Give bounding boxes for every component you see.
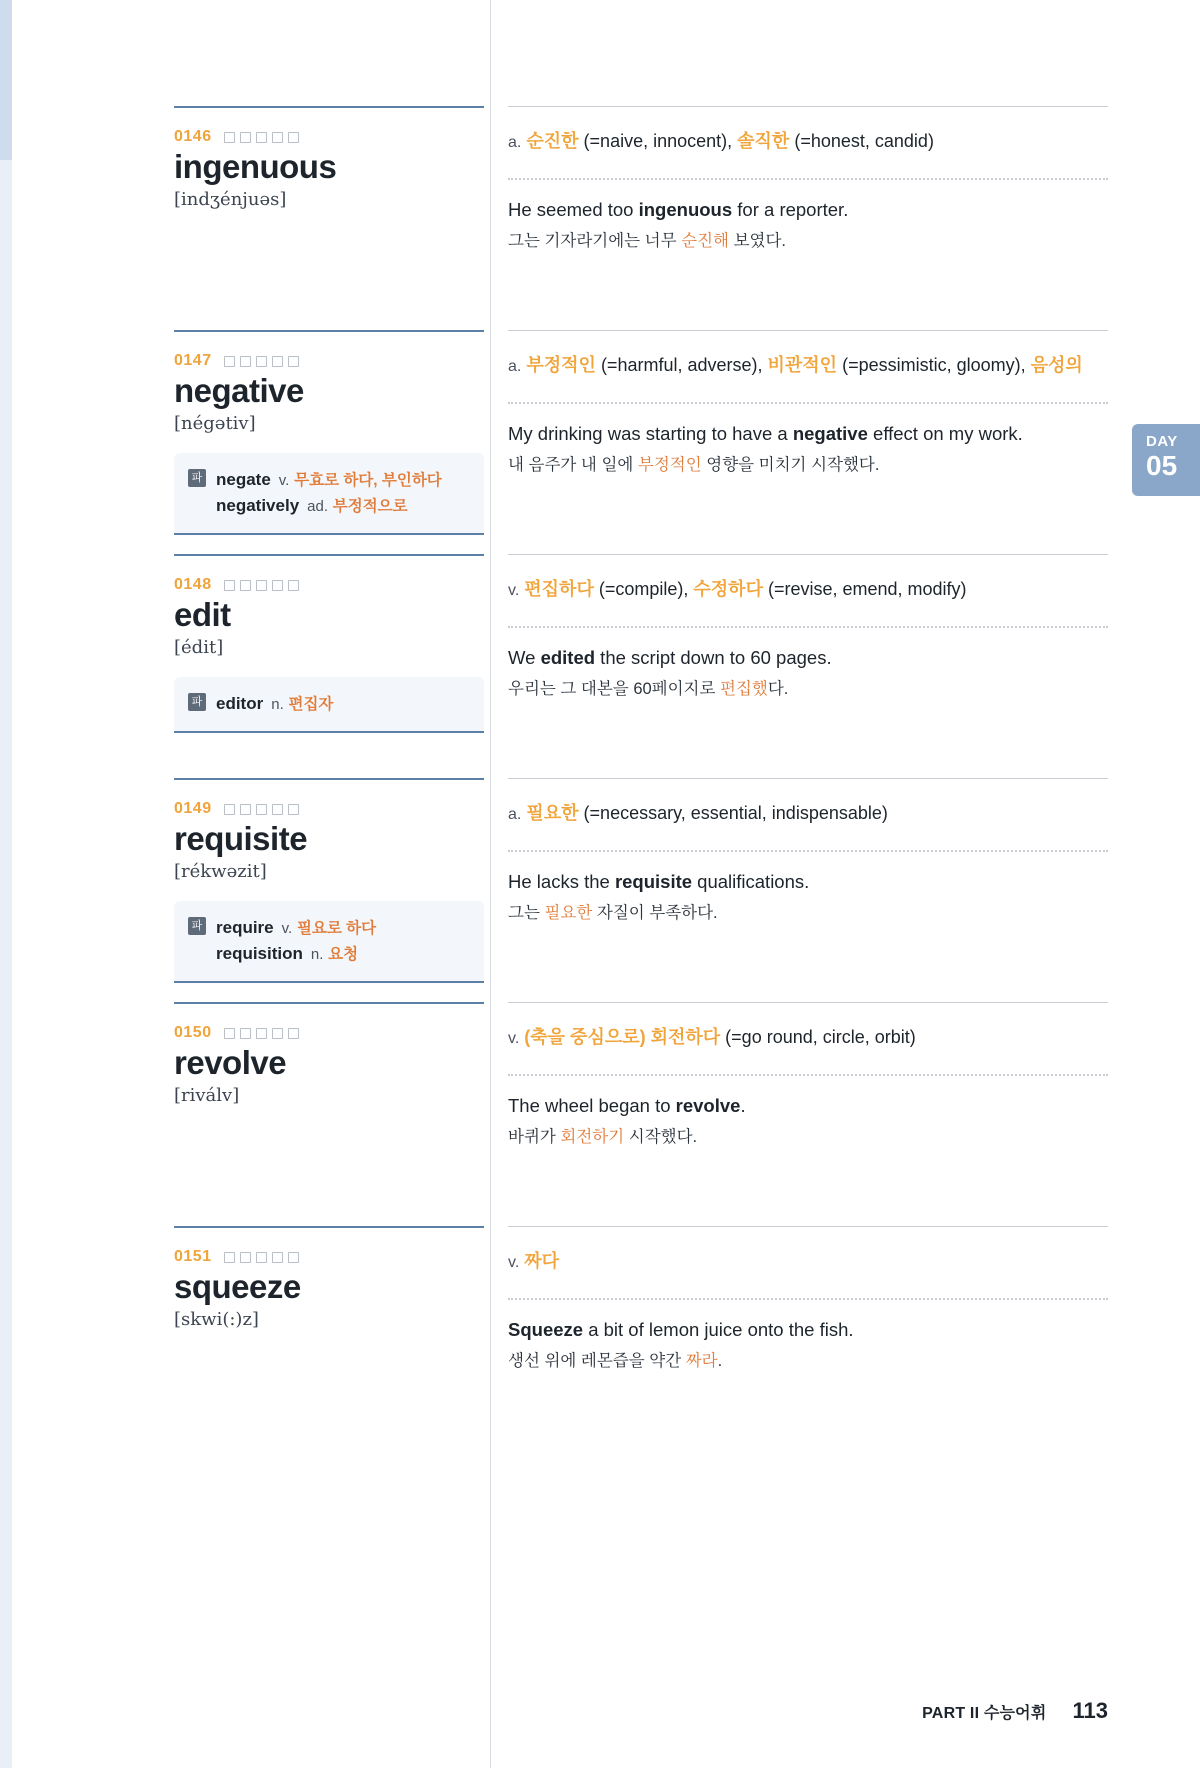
derivative-meaning: 편집자 bbox=[288, 695, 334, 713]
checkbox[interactable] bbox=[272, 580, 283, 591]
entry-number-row bbox=[174, 352, 484, 370]
definition-korean-1: 필요한 bbox=[526, 803, 579, 823]
example-en-keyword: Squeeze bbox=[508, 1318, 584, 1340]
derivative-item bbox=[216, 915, 472, 941]
checkbox-group[interactable] bbox=[224, 1252, 299, 1263]
derivative-list bbox=[216, 915, 472, 968]
checkbox[interactable] bbox=[288, 804, 299, 815]
page-edge-notch bbox=[0, 0, 12, 160]
derivative-pos: n. bbox=[310, 945, 324, 963]
checkbox-group[interactable] bbox=[224, 580, 299, 591]
entry-right-column bbox=[508, 128, 1108, 254]
example-ko-keyword: 필요한 bbox=[544, 903, 593, 922]
derivative-word: require bbox=[216, 917, 274, 937]
phonetic-transcription: [édit] bbox=[174, 636, 224, 658]
synonyms-1: (=necessary, essential, indispensable) bbox=[583, 803, 888, 823]
part-of-speech: a. bbox=[508, 358, 522, 375]
entry-right-column bbox=[508, 800, 1108, 926]
example-en-pre: He lacks the bbox=[508, 870, 615, 892]
example-ko-pre: 그는 bbox=[508, 903, 545, 922]
checkbox[interactable] bbox=[288, 1028, 299, 1039]
entry-rule-right bbox=[508, 778, 1108, 779]
checkbox[interactable] bbox=[224, 1252, 235, 1263]
definition-korean-1: (축을 중심으로) 회전하다 bbox=[524, 1027, 721, 1047]
definition-korean-2: 비관적인 bbox=[767, 355, 838, 375]
phonetic-transcription: [skwi(:)z] bbox=[174, 1308, 259, 1330]
example-sentence-english bbox=[508, 644, 1108, 672]
example-en-pre: The wheel began to bbox=[508, 1094, 676, 1116]
example-sentence-english bbox=[508, 868, 1108, 896]
footer-part-label: PART II 수능어휘 bbox=[922, 1705, 1047, 1722]
example-ko-post: . bbox=[717, 1351, 723, 1370]
entry-rule-right bbox=[508, 106, 1108, 107]
example-sentence-korean bbox=[508, 1124, 1108, 1150]
entry-left-column bbox=[174, 352, 484, 535]
derivative-word: editor bbox=[216, 693, 264, 713]
headword: edit bbox=[174, 596, 231, 633]
definition-korean-1: 순진한 bbox=[526, 131, 579, 151]
synonyms-1: (=harmful, adverse), bbox=[600, 355, 763, 375]
example-ko-pre: 생선 위에 레몬즙을 약간 bbox=[508, 1351, 686, 1370]
definition-line bbox=[508, 576, 1108, 604]
derivative-pos: v. bbox=[278, 471, 290, 489]
checkbox-group[interactable] bbox=[224, 356, 299, 367]
column-divider bbox=[490, 0, 491, 1768]
example-ko-post: 보였다. bbox=[728, 231, 786, 250]
checkbox[interactable] bbox=[288, 580, 299, 591]
definition-korean-3: 음성의 bbox=[1030, 355, 1083, 375]
definition-example-separator bbox=[508, 402, 1108, 404]
derivative-pos: ad. bbox=[307, 497, 329, 515]
example-sentence-korean bbox=[508, 1348, 1108, 1374]
checkbox[interactable] bbox=[224, 804, 235, 815]
derivative-list bbox=[216, 691, 472, 717]
derivative-badge-icon: 파 bbox=[188, 917, 206, 935]
entry-number: 0151 bbox=[174, 1248, 212, 1265]
example-sentence-english bbox=[508, 196, 1108, 224]
part-of-speech: v. bbox=[508, 1254, 520, 1271]
entry-rule-left bbox=[174, 106, 484, 108]
checkbox[interactable] bbox=[272, 804, 283, 815]
checkbox[interactable] bbox=[272, 1252, 283, 1263]
part-of-speech: v. bbox=[508, 1030, 520, 1047]
example-en-keyword: revolve bbox=[675, 1094, 741, 1116]
synonyms-2: (=honest, candid) bbox=[794, 131, 934, 151]
derivative-item bbox=[216, 691, 472, 717]
definition-example-separator bbox=[508, 1074, 1108, 1076]
derivative-word: negatively bbox=[216, 495, 300, 515]
checkbox[interactable] bbox=[240, 1028, 251, 1039]
example-ko-pre: 그는 기자라기에는 너무 bbox=[508, 231, 682, 250]
example-en-post: the script down to 60 pages. bbox=[595, 646, 832, 668]
checkbox[interactable] bbox=[256, 580, 267, 591]
entry-number: 0150 bbox=[174, 1024, 212, 1041]
example-sentence-korean bbox=[508, 900, 1108, 926]
headword: negative bbox=[174, 372, 304, 409]
example-ko-pre: 바퀴가 bbox=[508, 1127, 561, 1146]
entry-number: 0149 bbox=[174, 800, 212, 817]
checkbox[interactable] bbox=[256, 804, 267, 815]
day-tab bbox=[1132, 424, 1200, 496]
example-ko-post: 자질이 부족하다. bbox=[592, 903, 718, 922]
example-en-post: effect on my work. bbox=[867, 422, 1023, 444]
example-ko-keyword: 부정적인 bbox=[637, 455, 702, 474]
example-ko-pre: 우리는 그 대본을 60페이지로 bbox=[508, 679, 721, 698]
derivative-badge-icon: 파 bbox=[188, 469, 206, 487]
entry-number-row bbox=[174, 576, 484, 594]
headword: ingenuous bbox=[174, 148, 337, 185]
derivative-meaning: 무효로 하다, 부인하다 bbox=[294, 471, 442, 489]
example-en-post: a bit of lemon juice onto the fish. bbox=[583, 1318, 854, 1340]
example-ko-keyword: 편집했 bbox=[720, 679, 768, 698]
definition-korean-1: 부정적인 bbox=[526, 355, 596, 375]
derivative-word: requisition bbox=[216, 943, 303, 963]
derivative-pos: v. bbox=[281, 919, 293, 937]
entry-number-row bbox=[174, 1024, 484, 1042]
page-footer bbox=[922, 1698, 1108, 1724]
entry-right-column bbox=[508, 1248, 1108, 1374]
entry-number-row bbox=[174, 800, 484, 818]
page-edge-rail bbox=[0, 0, 12, 1768]
derivative-meaning: 필요로 하다 bbox=[296, 919, 377, 937]
checkbox[interactable] bbox=[240, 132, 251, 143]
definition-example-separator bbox=[508, 178, 1108, 180]
phonetic-transcription: [riválv] bbox=[174, 1084, 240, 1106]
definition-line bbox=[508, 1024, 1108, 1052]
derivative-box bbox=[174, 901, 484, 984]
derivative-box bbox=[174, 453, 484, 536]
example-en-post: qualifications. bbox=[692, 870, 810, 892]
entry-number: 0148 bbox=[174, 576, 212, 593]
definition-korean-1: 짜다 bbox=[524, 1251, 560, 1271]
example-ko-keyword: 회전하기 bbox=[560, 1127, 625, 1146]
entry-rule-left bbox=[174, 1002, 484, 1004]
definition-example-separator bbox=[508, 850, 1108, 852]
derivative-badge-icon: 파 bbox=[188, 693, 206, 711]
example-en-keyword: ingenuous bbox=[638, 198, 733, 220]
checkbox[interactable] bbox=[256, 356, 267, 367]
definition-korean-1: 편집하다 bbox=[524, 579, 594, 599]
headword: revolve bbox=[174, 1044, 287, 1081]
entry-right-column bbox=[508, 576, 1108, 702]
checkbox[interactable] bbox=[224, 1028, 235, 1039]
definition-line bbox=[508, 128, 1108, 156]
definition-line bbox=[508, 1248, 1108, 1276]
derivative-word: negate bbox=[216, 469, 271, 489]
checkbox[interactable] bbox=[288, 356, 299, 367]
entry-right-column bbox=[508, 352, 1108, 478]
example-en-pre: My drinking was starting to have a bbox=[508, 422, 793, 444]
example-en-post: . bbox=[740, 1094, 746, 1116]
headword: squeeze bbox=[174, 1268, 301, 1305]
derivative-item bbox=[216, 941, 472, 967]
checkbox-group[interactable] bbox=[224, 132, 299, 143]
checkbox[interactable] bbox=[272, 356, 283, 367]
checkbox[interactable] bbox=[256, 1028, 267, 1039]
definition-korean-2: 솔직한 bbox=[737, 131, 790, 151]
part-of-speech: a. bbox=[508, 806, 522, 823]
checkbox-group[interactable] bbox=[224, 1028, 299, 1039]
headword: requisite bbox=[174, 820, 308, 857]
example-en-post: for a reporter. bbox=[732, 198, 849, 220]
entry-rule-right bbox=[508, 330, 1108, 331]
phonetic-transcription: [indʒénjuəs] bbox=[174, 188, 287, 210]
example-ko-keyword: 짜라 bbox=[685, 1351, 718, 1370]
example-ko-post: 영향을 미치기 시작했다. bbox=[701, 455, 880, 474]
day-tab-label: DAY bbox=[1146, 433, 1178, 450]
example-sentence-korean bbox=[508, 676, 1108, 702]
checkbox[interactable] bbox=[224, 132, 235, 143]
day-tab-number: 05 bbox=[1146, 449, 1178, 481]
entry-rule-right bbox=[508, 554, 1108, 555]
checkbox[interactable] bbox=[240, 580, 251, 591]
entry-number-row bbox=[174, 128, 484, 146]
definition-example-separator bbox=[508, 1298, 1108, 1300]
example-sentence-english bbox=[508, 1092, 1108, 1120]
example-ko-keyword: 순진해 bbox=[681, 231, 729, 250]
definition-example-separator bbox=[508, 626, 1108, 628]
phonetic-transcription: [rékwəzit] bbox=[174, 860, 267, 882]
checkbox[interactable] bbox=[288, 1252, 299, 1263]
entry-left-column bbox=[174, 800, 484, 983]
example-en-keyword: requisite bbox=[614, 870, 693, 892]
checkbox[interactable] bbox=[272, 132, 283, 143]
derivative-meaning: 요청 bbox=[328, 945, 359, 963]
phonetic-transcription: [négətiv] bbox=[174, 412, 256, 434]
synonyms-1: (=naive, innocent), bbox=[583, 131, 733, 151]
entry-rule-left bbox=[174, 330, 484, 332]
entry-left-column bbox=[174, 128, 484, 211]
derivative-item bbox=[216, 493, 472, 519]
checkbox[interactable] bbox=[240, 804, 251, 815]
entry-number: 0147 bbox=[174, 352, 212, 369]
checkbox[interactable] bbox=[256, 132, 267, 143]
entry-number-row bbox=[174, 1248, 484, 1266]
example-ko-pre: 내 음주가 내 일에 bbox=[508, 455, 638, 474]
definition-line bbox=[508, 800, 1108, 828]
checkbox-group[interactable] bbox=[224, 804, 299, 815]
synonyms-2: (=revise, emend, modify) bbox=[767, 579, 967, 599]
entry-rule-left bbox=[174, 778, 484, 780]
derivative-item bbox=[216, 467, 472, 493]
part-of-speech: a. bbox=[508, 134, 522, 151]
synonyms-1: (=compile), bbox=[598, 579, 689, 599]
entry-left-column bbox=[174, 1024, 484, 1107]
definition-korean-2: 수정하다 bbox=[693, 579, 763, 599]
checkbox[interactable] bbox=[240, 356, 251, 367]
example-en-keyword: negative bbox=[792, 422, 868, 444]
example-ko-post: 다. bbox=[767, 679, 789, 698]
entry-right-column bbox=[508, 1024, 1108, 1150]
entry-rule-right bbox=[508, 1002, 1108, 1003]
derivative-meaning: 부정적으로 bbox=[332, 497, 408, 515]
derivative-pos: n. bbox=[271, 695, 284, 713]
definition-line bbox=[508, 352, 1108, 380]
example-sentence-korean bbox=[508, 452, 1108, 478]
example-ko-post: 시작했다. bbox=[624, 1127, 698, 1146]
entry-rule-right bbox=[508, 1226, 1108, 1227]
entry-rule-left bbox=[174, 554, 484, 556]
derivative-list bbox=[216, 467, 472, 520]
checkbox[interactable] bbox=[224, 356, 235, 367]
entry-left-column bbox=[174, 576, 484, 733]
checkbox[interactable] bbox=[272, 1028, 283, 1039]
synonyms-1: (=go round, circle, orbit) bbox=[725, 1027, 916, 1047]
derivative-box bbox=[174, 677, 484, 733]
footer-page-number: 113 bbox=[1072, 1698, 1108, 1723]
checkbox[interactable] bbox=[224, 580, 235, 591]
part-of-speech: v. bbox=[508, 582, 520, 599]
entry-left-column bbox=[174, 1248, 484, 1331]
synonyms-2: (=pessimistic, gloomy), bbox=[842, 355, 1026, 375]
example-en-pre: He seemed too bbox=[508, 198, 639, 220]
entry-number: 0146 bbox=[174, 128, 212, 145]
checkbox[interactable] bbox=[256, 1252, 267, 1263]
entry-rule-left bbox=[174, 1226, 484, 1228]
example-sentence-korean bbox=[508, 228, 1108, 254]
example-sentence-english bbox=[508, 420, 1108, 448]
example-en-keyword: edited bbox=[540, 646, 596, 668]
checkbox[interactable] bbox=[240, 1252, 251, 1263]
example-en-pre: We bbox=[508, 646, 541, 668]
checkbox[interactable] bbox=[288, 132, 299, 143]
example-sentence-english bbox=[508, 1316, 1108, 1344]
